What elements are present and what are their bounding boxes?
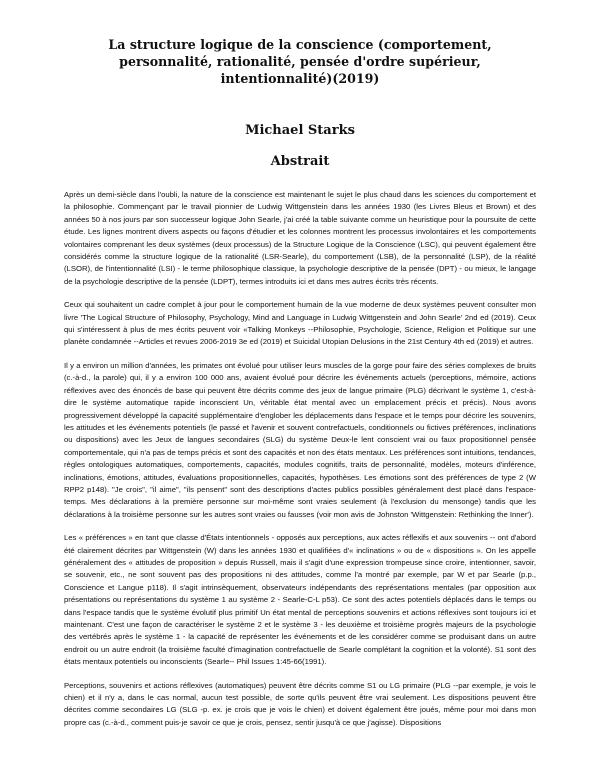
paragraph-references: Ceux qui souhaitent un cadre complet à jour pour le comportement humain de la vue moderne de deux systèmes peuvent consulter mon livre 'The Logical Structure of Philosophy, Psychology, Mind and Language in Ludwig Wittgenstein and John Searle' 2nd ed (2019). Ceux qui s'intéressent à plus de mes écrits peuvent voir «Talking Monkeys --Philosophie, Psychologie, Science, Religion et Politique sur une planète condamnée --Articles et revues 2006-2019 3e ed (2019) et Suicidal Utopian Delusions in the 21st Century 4th ed (2019) et autres. [64,300,536,347]
paragraph-perceptions: Perceptions, souvenirs et actions réflexives (automatiques) peuvent être décrits comme S1 ou LG primaire (PLG --par exemple, je vois le chien) et il n'y a, dans le cas normal, aucun test possible, de sorte qu'ils peuvent être vrai seulement. Les dispositions peuvent être décrites comme secondaires LG (SLG -p. ex. je crois que je vois le chien) et doivent également être joués, même pour moi dans mon propre cas (c.-à-d., comment puis-je savoir ce que je crois, pensez, sentir jusqu'à ce que j'agisse). Dispositions [64,680,536,727]
paragraph-evolution: Il y a environ un million d'années, les primates ont évolué pour utiliser leurs muscles de la gorge pour faire des séries complexes de bruits (c.-à-d., la parole) qui, il y a environ 100 000 ans, avaient évolué pour décrire les événements actuels (perceptions, mémoire, actions réflexives avec des énoncés de base qui peuvent être décrits comme des jeux de langue primaire (PLG) décrivant le système 1, c'est-à-dire le système automatique rapide inconscient Un, véritable état mental avec un emplacement précis et précis). Nous avons progressivement développé la capacité supplémentaire d'englober les déplacements dans l'espace et le temps pour décrire les souvenirs, les attitudes et les événements potentiels (le passé et l'avenir et souvent contrefactuels, conditionnels ou fictives préférences, inclinations ou dispositions) avec les Jeux de langues secondaires (SLG) du système Deux-le lent conscient vrai ou faux propositionnel pensée comportementale, qui n'a pas de temps précis et sont des capacités et non des états mentaux. Les préférences sont intuitions, tendances, règles ontologiques automatiques, comportements, capacités, modules cognitifs, traits de personnalité, modèles, moteurs d'inférence, inclinations, émotions, attitudes, évaluations propositionnelles, capacités, hypothèses. Les émotions sont des préférences de type 2 (W RPP2 p148). "Je crois", "il aime", "ils pensent" sont des descriptions d'actes publics possibles généralement dest placé dans l'espace-temps. Mes déclarations à la première personne sur moi-même sont vraies seulement (à l'exclusion du mensonge) tandis que les déclarations à la troisième personne sur les autres sont vraies ou fausses (voir mon avis de Johnston 'Wittgenstein: Rethinking the Inner'). [64,360,536,519]
paragraph-preferences: Les « préférences » en tant que classe d'États intentionnels - opposés aux perceptions, aux actes réflexifs et aux souvenirs -- ont d'abord été clairement décrites par Wittgenstein (W) dans les années 1930 et qualifiées d'« inclinations » ou de « dispositions ». On les appelle généralement des « attitudes de proposition » depuis Russell, mais il s'agit d'une expression trompeuse since croire, intentionner, savoir, se souvenir, etc., ne sont souvent pas des propositions ni des attitudes, comme l'a montré par exemple, par W et par Searle (p.p., Conscience et Langue p118). Il s'agit intrinsèquement, observateurs indépendants des représentations mentales (par opposition aux présentations ou représentations du système 1 au système 2 - Searle-C-L p53). Ce sont des actes potentiels déplacés dans le temps ou dans l'espace tandis que le système évolutif plus primitif Un état mental de perceptions souvenirs et actions réflexives sont toujours ici et maintenant. C'est une façon de caractériser le système 2 et le système 3 - les deuxième et troisième progrès majeurs de la psychologie des vertébrés après le système 1 - la capacité de représenter les événements et de les considérer comme se produisant dans un autre endroit ou un autre endroit (la troisième faculté d'imagination contrefactuelle de Searle complétant la cognition et la volonté). S1 sont des états mentaux potentiels ou inconscients (Searle-- Phil Issues 1:45-66(1991). [64,533,536,667]
abstract-heading: Abstrait [270,154,330,169]
paper-title: La structure logique de la conscience (comportement, personnalité, rationalité, pensée d'ordre supérieur, intentionnalité)(2019) [108,37,492,86]
author-name: Michael Starks [245,123,355,138]
paragraph-intro: Après un demi-siècle dans l'oubli, la nature de la conscience est maintenant le sujet le plus chaud dans les sciences du comportement et la philosophie. Commençant par le travail pionnier de Ludwig Wittgenstein dans les années 1930 (les Livres Bleus et Brown) et des années 50 à nos jours par son successeur logique John Searle, j'ai créé la table suivante comme un heuristique pour la poursuite de cette étude. Les lignes montrent divers aspects ou façons d'étudier et les colonnes montrent les processus involontaires et les comportements volontaires comprenant les deux systèmes (deux processus) de la Structure Logique de la Conscience (LSC), qui peuvent également être considérés comme la structure logique de la rationalité (LSR-Searle), du comportement (LSB), de la personnalité (LSP), de la réalité (LSOR), de l'intentionnalité (LSI) - le terme philosophique classique, la psychologie descriptive de la pensée (DPT) - ou mieux, le langage de la psychologie descriptive de la pensée (LDPT), termes introduits ici et dans mes autres écrits très récents. [64,190,536,286]
